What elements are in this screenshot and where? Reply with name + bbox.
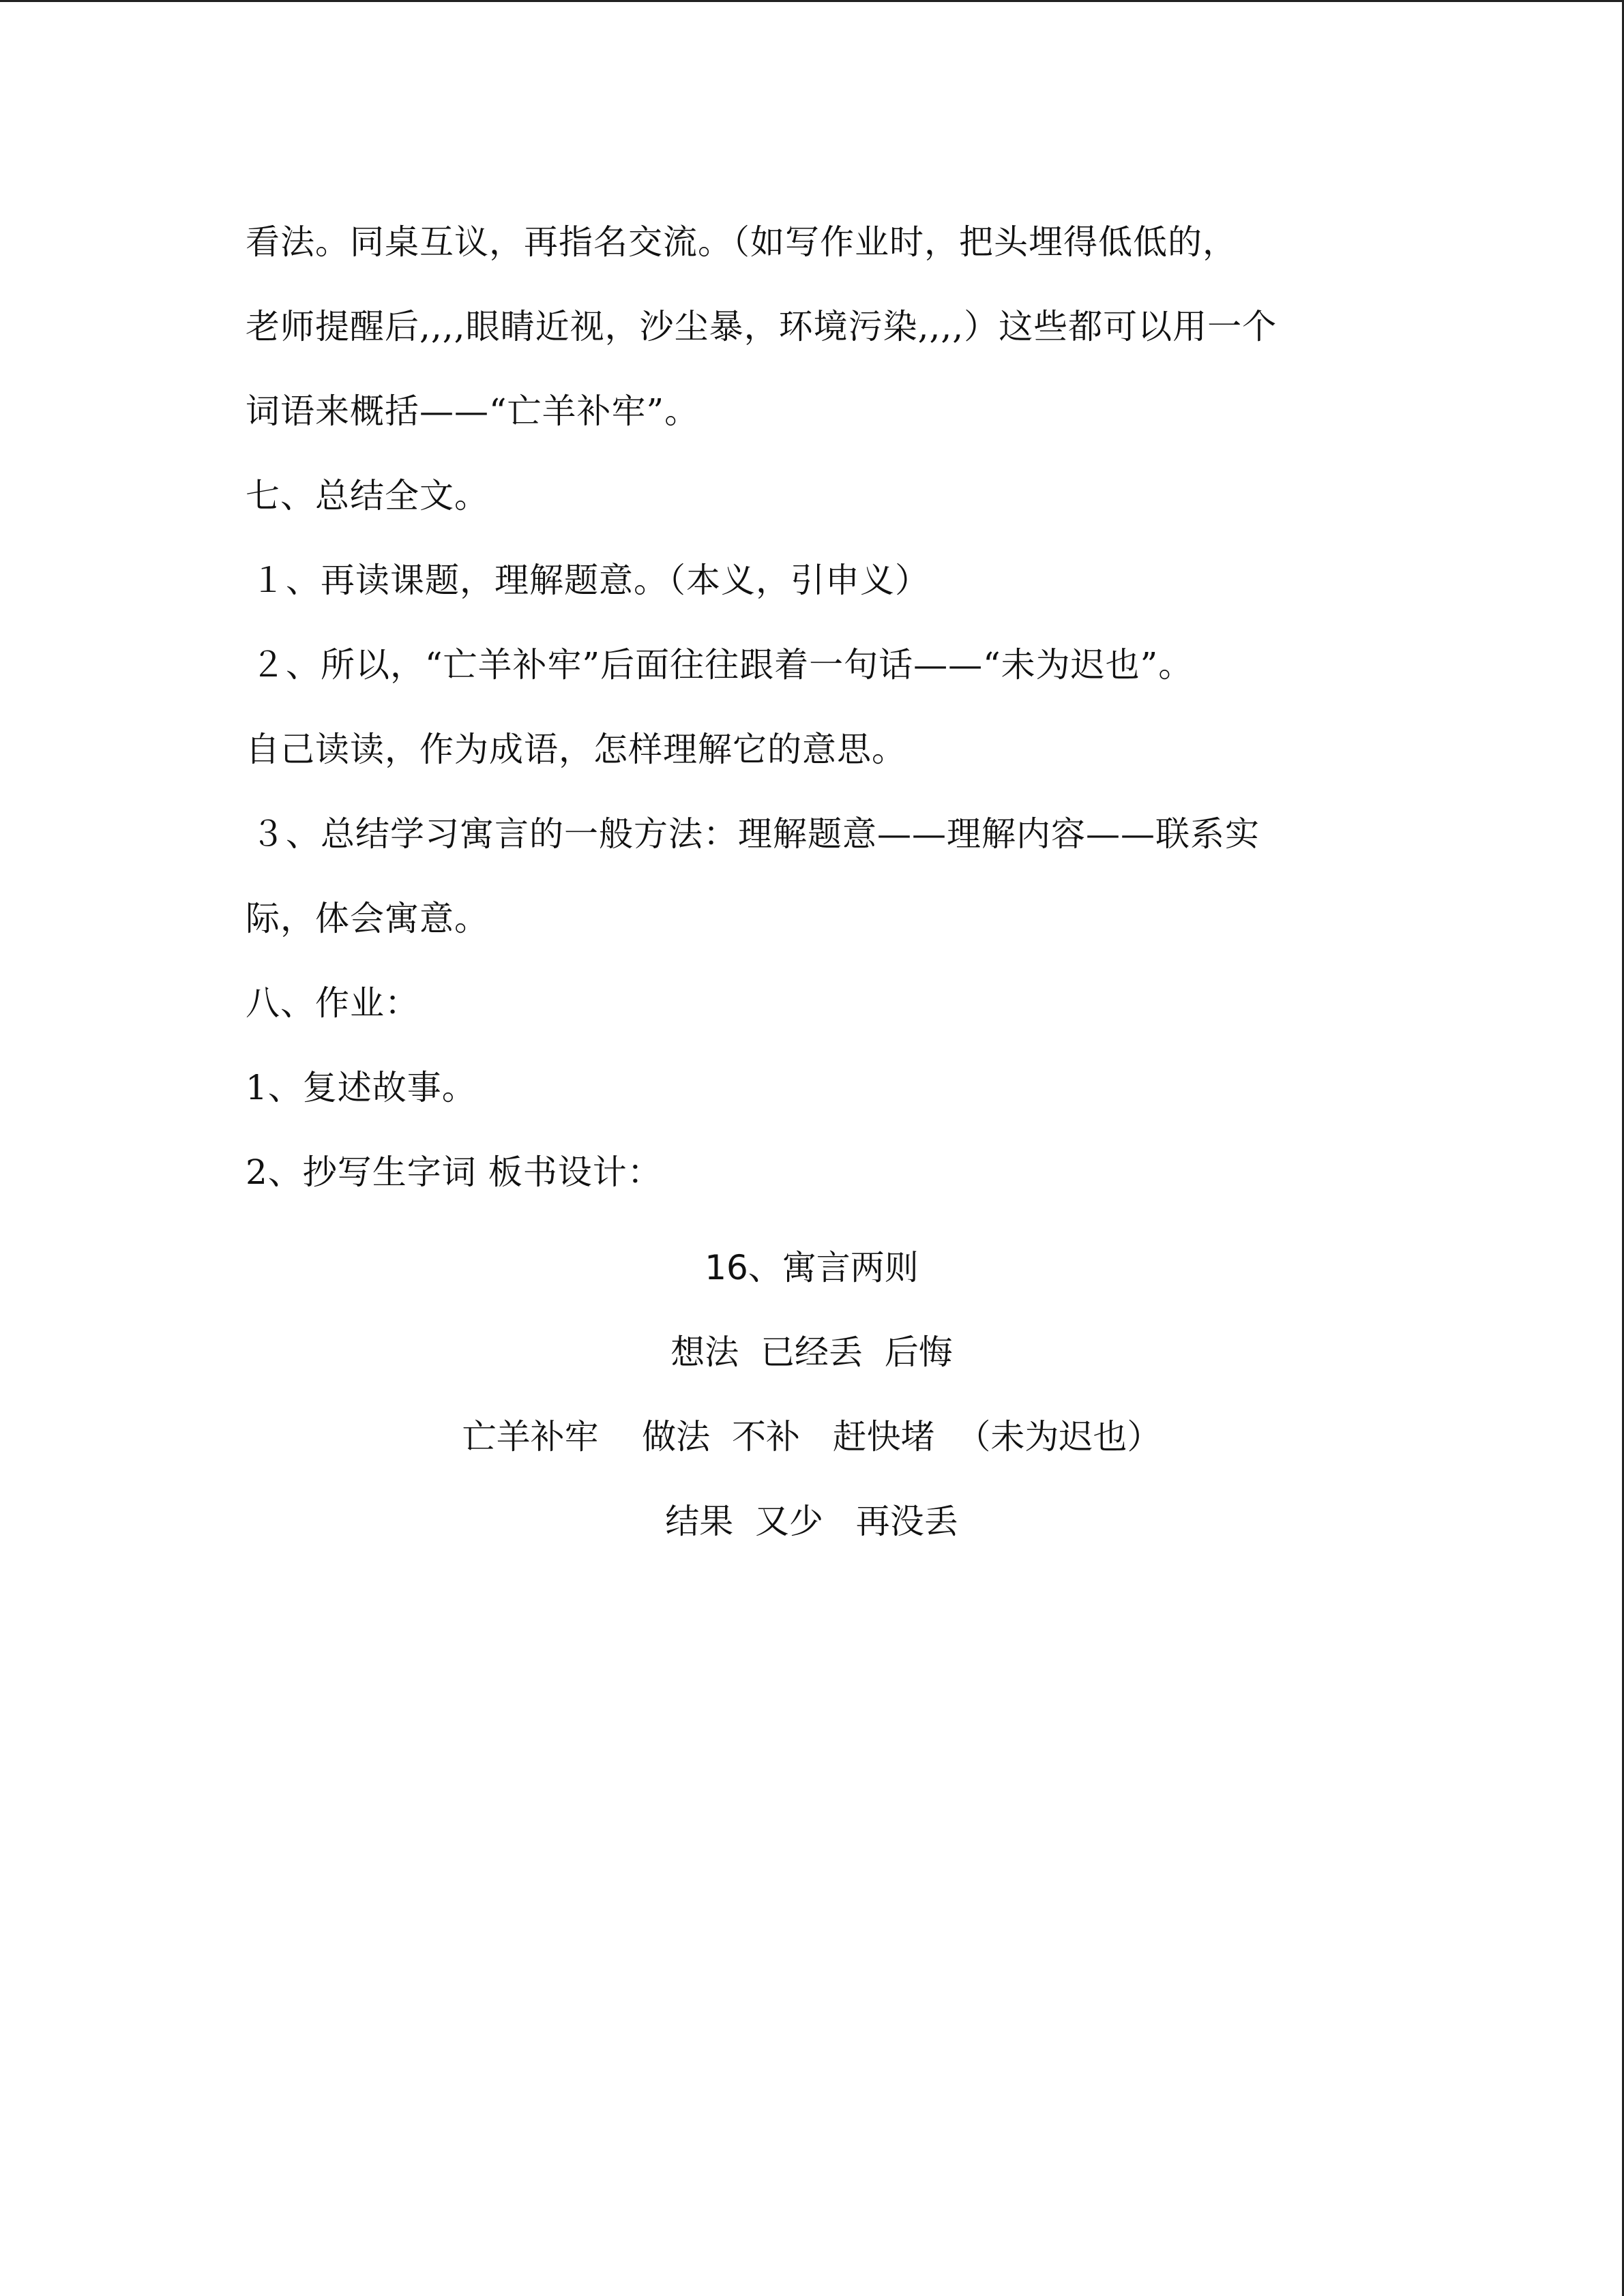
list-item: ２、所以，“亡羊补牢”后面往往跟着一句话——“未为迟也”。 <box>251 645 1194 685</box>
page-border-top <box>0 0 1624 2</box>
board-row: 想法 已经丢 后悔 <box>670 1332 953 1372</box>
document-body <box>246 210 1378 1225</box>
paragraph-line: 词语来概括——“亡羊补牢”。 <box>246 391 700 431</box>
board-row: 结果 又少 再没丢 <box>665 1502 958 1541</box>
blackboard-design <box>246 1236 1378 1574</box>
list-item: １、再读课题，理解题意。（本义，引申义） <box>251 561 930 600</box>
section-heading-homework: 八、作业： <box>246 983 419 1023</box>
section-heading-summary: 七、总结全文。 <box>246 476 489 516</box>
list-item: 1、复述故事。 <box>246 1068 477 1107</box>
board-row: 亡羊补牢 做法 不补 赶快堵 （未为迟也） <box>462 1417 1162 1457</box>
paragraph-line: 自己读读，作为成语，怎样理解它的意思。 <box>246 730 906 769</box>
list-item: 2、抄写生字词 板书设计： <box>246 1152 662 1192</box>
paragraph-line: 看法。同桌互议，再指名交流。（如写作业时，把头埋得低低的， <box>246 222 1237 262</box>
paragraph-line: 际，体会寓意。 <box>246 899 489 938</box>
paragraph-line: 老师提醒后,,,,眼睛近视，沙尘暴，环境污染,,,,）这些都可以用一个 <box>246 307 1278 346</box>
list-item: ３、总结学习寓言的一般方法：理解题意——理解内容——联系实 <box>251 814 1260 854</box>
board-title: 16、寓言两则 <box>705 1248 919 1287</box>
